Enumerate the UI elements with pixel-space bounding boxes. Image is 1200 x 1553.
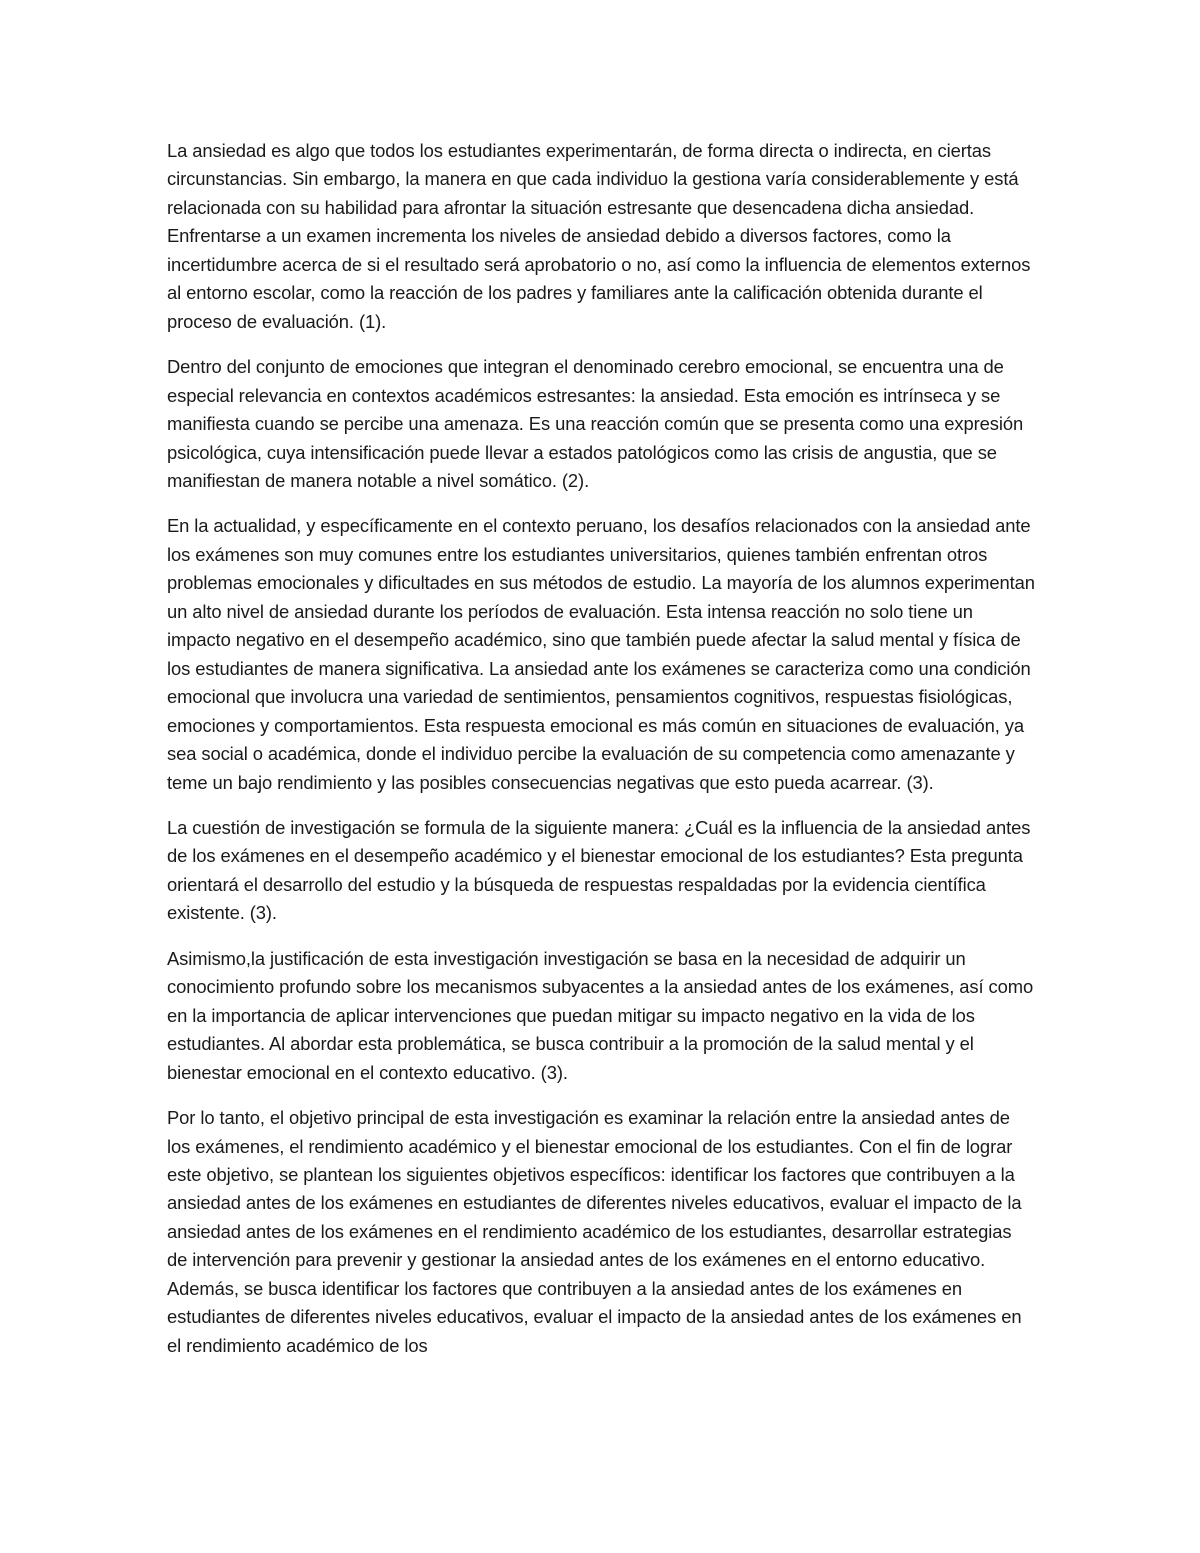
paragraph-5: Asimismo,la justificación de esta investigación investigación se basa en la necesidad de adquirir un conocimiento profundo sobre los mecanismos subyacentes a la ansiedad antes de los exámenes, así como en la importancia de aplicar intervenciones que puedan mitigar su impacto negativo en la vida de los estudiantes. Al abordar esta problemática, se busca contribuir a la promoción de la salud mental y el bienestar emocional en el contexto educativo. (3).	[167, 947, 1034, 1083]
paragraph-6: Por lo tanto, el objetivo principal de esta investigación es examinar la relación entre la ansiedad antes de los exámenes, el rendimiento académico y el bienestar emocional de los estudiantes. Con el fin de lograr este objetivo, se plantean los siguientes objetivos específicos: identificar los factores que contribuyen a la ansiedad antes de los exámenes en estudiantes de diferentes niveles educativos, evaluar el impacto de la ansiedad antes de los exámenes en el rendimiento académico de los estudiantes, desarrollar estrategias de intervención para prevenir y gestionar la ansiedad antes de los exámenes en el entorno educativo. Además, se busca identificar los factores que contribuyen a la ansiedad antes de los exámenes en estudiantes de diferentes niveles educativos, evaluar el impacto de la ansiedad antes de los exámenes en el rendimiento académico de los	[167, 1107, 1022, 1356]
document-body	[167, 137, 1035, 1377]
paragraph-4: La cuestión de investigación se formula de la siguiente manera: ¿Cuál es la influencia de la ansiedad antes de los exámenes en el desempeño académico y el bienestar emocional de los estudiantes? Esta pregunta orientará el desarrollo del estudio y la búsqueda de respuestas respaldadas por la evidencia científica existente. (3).	[167, 816, 1031, 924]
paragraph-1: La ansiedad es algo que todos los estudiantes experimentarán, de forma directa o indirecta, en ciertas circunstancias. Sin embargo, la manera en que cada individuo la gestiona varía considerablemente y está relacionada con su habilidad para afrontar la situación estresante que desencadena dicha ansiedad. Enfrentarse a un examen incrementa los niveles de ansiedad debido a diversos factores, como la incertidumbre acerca de si el resultado será aprobatorio o no, así como la influencia de elementos externos al entorno escolar, como la reacción de los padres y familiares ante la calificación obtenida durante el proceso de evaluación. (1).	[167, 140, 1031, 332]
paragraph-3: En la actualidad, y específicamente en el contexto peruano, los desafíos relacionados con la ansiedad ante los exámenes son muy comunes entre los estudiantes universitarios, quienes también enfrentan otros problemas emocionales y dificultades en sus métodos de estudio. La mayoría de los alumnos experimentan un alto nivel de ansiedad durante los períodos de evaluación. Esta intensa reacción no solo tiene un impacto negativo en el desempeño académico, sino que también puede afectar la salud mental y física de los estudiantes de manera significativa. La ansiedad ante los exámenes se caracteriza como una condición emocional que involucra una variedad de sentimientos, pensamientos cognitivos, respuestas fisiológicas, emociones y comportamientos. Esta respuesta emocional es más común en situaciones de evaluación, ya sea social o académica, donde el individuo percibe la evaluación de su competencia como amenazante y teme un bajo rendimiento y las posibles consecuencias negativas que esto pueda acarrear. (3).	[167, 515, 1035, 793]
paragraph-2: Dentro del conjunto de emociones que integran el denominado cerebro emocional, se encuentra una de especial relevancia en contextos académicos estresantes: la ansiedad. Esta emoción es intrínseca y se manifiesta cuando se percibe una amenaza. Es una reacción común que se presenta como una expresión psicológica, cuya intensificación puede llevar a estados patológicos como las crisis de angustia, que se manifiestan de manera notable a nivel somático. (2).	[167, 356, 1024, 491]
